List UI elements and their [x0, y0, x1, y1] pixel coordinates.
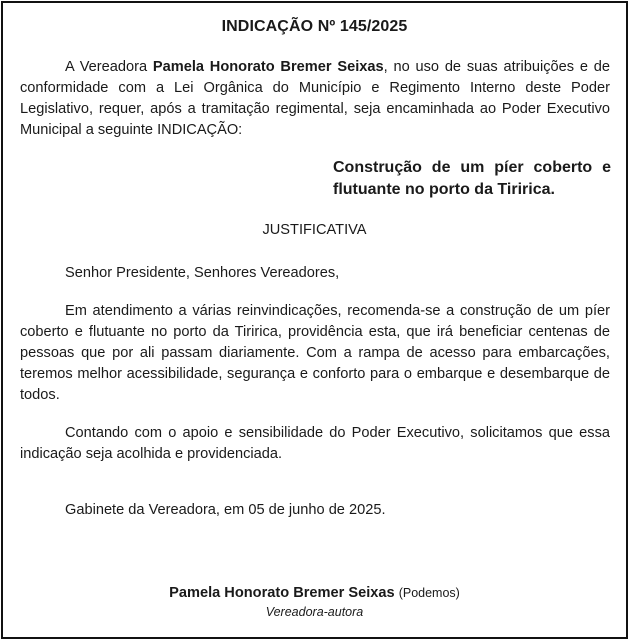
indication-subject: Construção de um píer coberto e flutuante no porto da Tiririca. — [333, 159, 611, 198]
closing-paragraph: Contando com o apoio e sensibilidade do Poder Executivo, solicitamos que essa indicação seja acolhida e providenciada. — [20, 425, 610, 462]
document-title: INDICAÇÃO Nº 145/2025 — [221, 18, 408, 35]
signature-party: (Podemos) — [398, 586, 460, 600]
document-frame — [1, 1, 628, 639]
signature-line — [3, 585, 626, 601]
signature-name: Pamela Honorato Bremer Seixas — [169, 585, 395, 601]
intro-prefix: A Vereadora — [65, 59, 153, 75]
salutation: Senhor Presidente, Senhores Vereadores, — [65, 265, 340, 281]
signature-role: Vereadora-autora — [265, 605, 364, 619]
place-date: Gabinete da Vereadora, em 05 de junho de 2025. — [65, 502, 386, 518]
justification-paragraph: Em atendimento a várias reinvindicações, recomenda-se a construção de um píer coberto e flutuante no porto da Tiririca, providência esta, que irá beneficiar centenas de pessoas que por ali passam diariamente. Com a rampa de acesso para embarcações, teremos melhor acessibilidade, segurança e conforto para o embarque e desembarque de todos. — [20, 303, 610, 403]
intro-author-name: Pamela Honorato Bremer Seixas — [152, 59, 384, 75]
intro-suffix: , no uso de suas atribuições e de conformidade com a Lei Orgânica do Município e Regimento Interno deste Poder Legislativo, requer, após a tramitação regimental, seja encaminhada ao Poder Executivo Municipal a seguinte INDICAÇÃO: — [20, 59, 610, 138]
justification-heading: JUSTIFICATIVA — [262, 222, 367, 238]
intro-paragraph — [20, 57, 610, 141]
